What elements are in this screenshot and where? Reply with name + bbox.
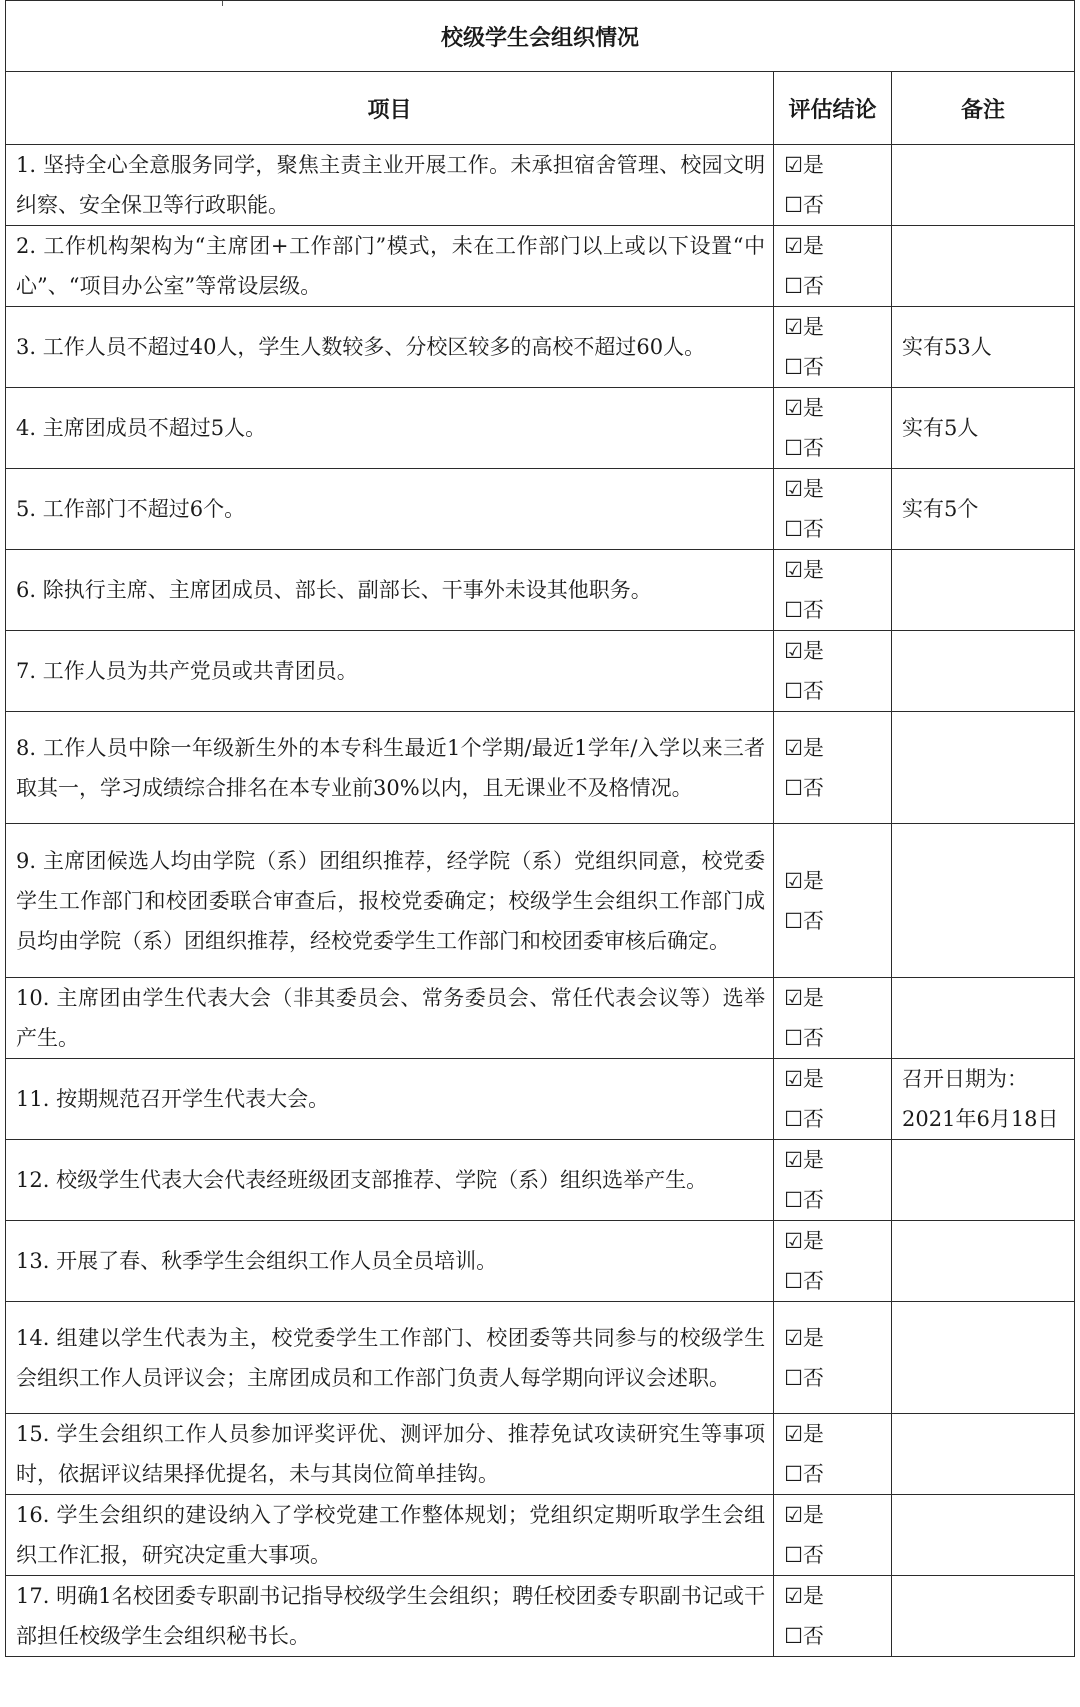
table-row bbox=[6, 226, 1075, 307]
row-note: 实有5个 bbox=[892, 469, 1075, 550]
row-note bbox=[892, 824, 1075, 978]
row-note bbox=[892, 1495, 1075, 1576]
table-row bbox=[6, 1140, 1075, 1221]
row-item-text: 9. 主席团候选人均由学院（系）团组织推荐，经学院（系）党组织同意，校党委学生工作部门和校团委联合审查后，报校党委确定；校级学生会组织工作部门成员均由学院（系）团组织推荐，经校党委学生工作部门和校团委审核后确定。 bbox=[6, 824, 774, 978]
row-note: 实有5人 bbox=[892, 388, 1075, 469]
row-item-text: 7. 工作人员为共产党员或共青团员。 bbox=[6, 631, 774, 712]
option-no-unchecked[interactable]: ☐否 bbox=[784, 193, 824, 217]
option-no-unchecked[interactable]: ☐否 bbox=[784, 436, 824, 460]
row-conclusion bbox=[774, 1414, 892, 1495]
row-conclusion bbox=[774, 712, 892, 824]
row-item-text: 13. 开展了春、秋季学生会组织工作人员全员培训。 bbox=[6, 1221, 774, 1302]
option-yes-checked[interactable]: ☑是 bbox=[784, 639, 824, 663]
table-row bbox=[6, 1414, 1075, 1495]
row-note bbox=[892, 631, 1075, 712]
option-no-unchecked[interactable]: ☐否 bbox=[784, 517, 824, 541]
option-no-unchecked[interactable]: ☐否 bbox=[784, 1543, 824, 1567]
row-item-text: 14. 组建以学生代表为主，校党委学生工作部门、校团委等共同参与的校级学生会组织工作人员评议会；主席团成员和工作部门负责人每学期向评议会述职。 bbox=[6, 1302, 774, 1414]
option-no-unchecked[interactable]: ☐否 bbox=[784, 1188, 824, 1212]
row-item-text: 12. 校级学生代表大会代表经班级团支部推荐、学院（系）组织选举产生。 bbox=[6, 1140, 774, 1221]
row-note bbox=[892, 1414, 1075, 1495]
row-conclusion bbox=[774, 1221, 892, 1302]
header-note: 备注 bbox=[892, 72, 1075, 145]
table-row bbox=[6, 388, 1075, 469]
option-yes-checked[interactable]: ☑是 bbox=[784, 1503, 824, 1527]
option-yes-checked[interactable]: ☑是 bbox=[784, 558, 824, 582]
option-no-unchecked[interactable]: ☐否 bbox=[784, 1462, 824, 1486]
row-conclusion bbox=[774, 469, 892, 550]
row-conclusion bbox=[774, 1495, 892, 1576]
row-conclusion bbox=[774, 226, 892, 307]
row-conclusion bbox=[774, 1059, 892, 1140]
option-no-unchecked[interactable]: ☐否 bbox=[784, 274, 824, 298]
option-no-unchecked[interactable]: ☐否 bbox=[784, 598, 824, 622]
option-no-unchecked[interactable]: ☐否 bbox=[784, 1269, 824, 1293]
evaluation-sheet bbox=[5, 0, 1075, 1707]
option-yes-checked[interactable]: ☑是 bbox=[784, 1229, 824, 1253]
table-row bbox=[6, 1495, 1075, 1576]
table-title: 校级学生会组织情况 bbox=[6, 1, 1075, 72]
row-item-text: 16. 学生会组织的建设纳入了学校党建工作整体规划；党组织定期听取学生会组织工作汇报，研究决定重大事项。 bbox=[6, 1495, 774, 1576]
option-yes-checked[interactable]: ☑是 bbox=[784, 1148, 824, 1172]
option-no-unchecked[interactable]: ☐否 bbox=[784, 1624, 824, 1648]
table-row bbox=[6, 550, 1075, 631]
row-item-text: 3. 工作人员不超过40人，学生人数较多、分校区较多的高校不超过60人。 bbox=[6, 307, 774, 388]
row-item-text: 5. 工作部门不超过6个。 bbox=[6, 469, 774, 550]
option-no-unchecked[interactable]: ☐否 bbox=[784, 1026, 824, 1050]
row-item-text: 8. 工作人员中除一年级新生外的本专科生最近1个学期/最近1学年/入学以来三者取其一，学习成绩综合排名在本专业前30%以内，且无课业不及格情况。 bbox=[6, 712, 774, 824]
table-row bbox=[6, 1221, 1075, 1302]
row-note bbox=[892, 145, 1075, 226]
row-item-text: 6. 除执行主席、主席团成员、部长、副部长、干事外未设其他职务。 bbox=[6, 550, 774, 631]
table-row bbox=[6, 1059, 1075, 1140]
option-no-unchecked[interactable]: ☐否 bbox=[784, 1107, 824, 1131]
option-no-unchecked[interactable]: ☐否 bbox=[784, 679, 824, 703]
table-row bbox=[6, 145, 1075, 226]
row-note bbox=[892, 226, 1075, 307]
row-item-text: 15. 学生会组织工作人员参加评奖评优、测评加分、推荐免试攻读研究生等事项时，依据评议结果择优提名，未与其岗位简单挂钩。 bbox=[6, 1414, 774, 1495]
table-row bbox=[6, 978, 1075, 1059]
row-item-text: 11. 按期规范召开学生代表大会。 bbox=[6, 1059, 774, 1140]
row-note bbox=[892, 1221, 1075, 1302]
option-no-unchecked[interactable]: ☐否 bbox=[784, 775, 824, 800]
row-conclusion bbox=[774, 631, 892, 712]
option-yes-checked[interactable]: ☑是 bbox=[784, 234, 824, 258]
table-row bbox=[6, 824, 1075, 978]
option-yes-checked[interactable]: ☑是 bbox=[784, 1067, 824, 1091]
option-no-unchecked[interactable]: ☐否 bbox=[784, 355, 824, 379]
table-row bbox=[6, 1576, 1075, 1657]
row-conclusion bbox=[774, 388, 892, 469]
header-item: 项目 bbox=[6, 72, 774, 145]
row-item-text: 4. 主席团成员不超过5人。 bbox=[6, 388, 774, 469]
row-conclusion bbox=[774, 145, 892, 226]
row-conclusion bbox=[774, 1140, 892, 1221]
row-item-text: 1. 坚持全心全意服务同学，聚焦主责主业开展工作。未承担宿舍管理、校园文明纠察、安全保卫等行政职能。 bbox=[6, 145, 774, 226]
row-conclusion bbox=[774, 978, 892, 1059]
table-row bbox=[6, 712, 1075, 824]
row-item-text: 10. 主席团由学生代表大会（非其委员会、常务委员会、常任代表会议等）选举产生。 bbox=[6, 978, 774, 1059]
table-row bbox=[6, 307, 1075, 388]
row-conclusion bbox=[774, 1302, 892, 1414]
option-yes-checked[interactable]: ☑是 bbox=[784, 868, 824, 893]
row-item-text: 2. 工作机构架构为“主席团+工作部门”模式，未在工作部门以上或以下设置“中心”、“项目办公室”等常设层级。 bbox=[6, 226, 774, 307]
row-item-text: 17. 明确1名校团委专职副书记指导校级学生会组织；聘任校团委专职副书记或干部担任校级学生会组织秘书长。 bbox=[6, 1576, 774, 1657]
row-note bbox=[892, 1140, 1075, 1221]
option-yes-checked[interactable]: ☑是 bbox=[784, 396, 824, 420]
row-note bbox=[892, 712, 1075, 824]
row-conclusion bbox=[774, 824, 892, 978]
option-yes-checked[interactable]: ☑是 bbox=[784, 1422, 824, 1446]
row-conclusion bbox=[774, 1576, 892, 1657]
option-no-unchecked[interactable]: ☐否 bbox=[784, 1365, 824, 1390]
option-yes-checked[interactable]: ☑是 bbox=[784, 986, 824, 1010]
table-row bbox=[6, 1302, 1075, 1414]
option-yes-checked[interactable]: ☑是 bbox=[784, 153, 824, 177]
header-conclusion: 评估结论 bbox=[774, 72, 892, 145]
row-conclusion bbox=[774, 550, 892, 631]
row-note: 召开日期为：2021年6月18日 bbox=[892, 1059, 1075, 1140]
row-note bbox=[892, 1302, 1075, 1414]
row-note bbox=[892, 550, 1075, 631]
option-yes-checked[interactable]: ☑是 bbox=[784, 477, 824, 501]
table-row bbox=[6, 631, 1075, 712]
option-no-unchecked[interactable]: ☐否 bbox=[784, 908, 824, 933]
option-yes-checked[interactable]: ☑是 bbox=[784, 735, 824, 760]
option-yes-checked[interactable]: ☑是 bbox=[784, 1325, 824, 1350]
option-yes-checked[interactable]: ☑是 bbox=[784, 1584, 824, 1608]
row-note bbox=[892, 1576, 1075, 1657]
option-yes-checked[interactable]: ☑是 bbox=[784, 315, 824, 339]
table-row bbox=[6, 469, 1075, 550]
row-conclusion bbox=[774, 307, 892, 388]
row-note: 实有53人 bbox=[892, 307, 1075, 388]
evaluation-table bbox=[5, 0, 1075, 1657]
row-note bbox=[892, 978, 1075, 1059]
